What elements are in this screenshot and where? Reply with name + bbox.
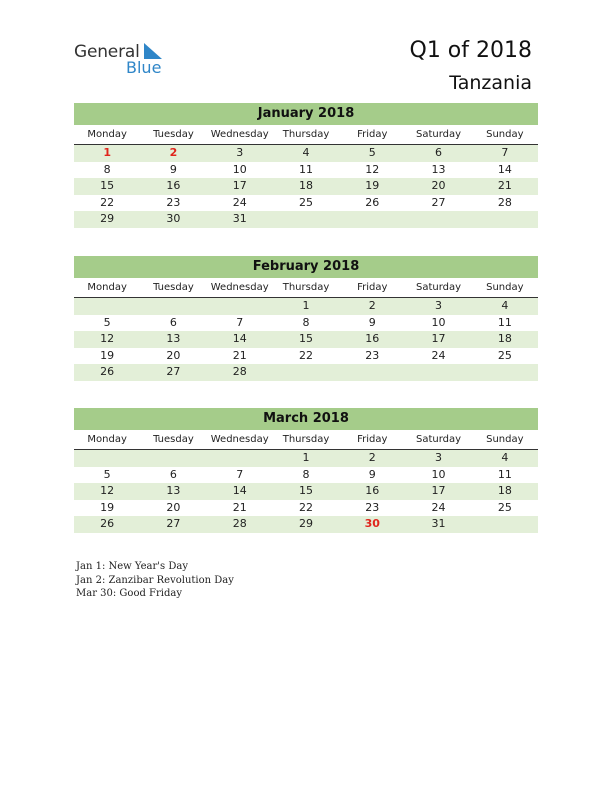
date-cell: 10 bbox=[232, 162, 247, 176]
holiday-date-cell: 30 bbox=[364, 517, 380, 531]
date-cell: 24 bbox=[232, 195, 247, 209]
country-name: Tanzania bbox=[449, 72, 532, 94]
date-cell bbox=[74, 298, 140, 315]
week-row bbox=[74, 483, 538, 500]
date-cell: 17 bbox=[431, 484, 446, 498]
date-cell: 23 bbox=[166, 195, 181, 209]
logo-text-general: General bbox=[74, 42, 140, 62]
date-cell bbox=[339, 364, 405, 381]
date-cell: 14 bbox=[232, 484, 247, 498]
date-cell: 17 bbox=[232, 179, 247, 193]
week-row bbox=[74, 315, 538, 332]
date-cell: 25 bbox=[497, 500, 512, 514]
weekday-label: Monday bbox=[87, 282, 127, 293]
weekday-label: Thursday bbox=[282, 129, 330, 140]
date-cell: 12 bbox=[365, 162, 380, 176]
weekday-label: Tuesday bbox=[153, 434, 194, 445]
holiday-date-cell: 2 bbox=[169, 146, 178, 159]
date-cell: 14 bbox=[232, 332, 247, 346]
date-cell: 9 bbox=[169, 162, 177, 176]
month-title: March 2018 bbox=[74, 408, 538, 430]
date-cell: 6 bbox=[169, 467, 177, 481]
date-cell bbox=[405, 364, 471, 381]
date-cell: 22 bbox=[298, 348, 313, 362]
date-cell bbox=[472, 364, 538, 381]
date-cell bbox=[339, 211, 405, 228]
weekday-label: Saturday bbox=[416, 434, 462, 445]
date-cell: 24 bbox=[431, 348, 446, 362]
date-cell: 3 bbox=[435, 299, 443, 312]
holiday-note: Mar 30: Good Friday bbox=[76, 588, 182, 599]
date-cell: 2 bbox=[368, 451, 376, 464]
weekday-label: Saturday bbox=[416, 129, 462, 140]
weekday-label: Monday bbox=[87, 434, 127, 445]
week-row bbox=[74, 162, 538, 179]
date-cell: 30 bbox=[166, 212, 181, 226]
date-cell: 22 bbox=[298, 500, 313, 514]
week-row bbox=[74, 211, 538, 228]
week-row bbox=[74, 467, 538, 484]
date-cell: 14 bbox=[497, 162, 512, 176]
brand-logo bbox=[74, 40, 184, 80]
week-row bbox=[74, 178, 538, 195]
month-calendar bbox=[74, 103, 538, 228]
month-calendar bbox=[74, 256, 538, 381]
date-cell bbox=[472, 516, 538, 533]
month-calendar bbox=[74, 408, 538, 533]
date-cell: 18 bbox=[497, 332, 512, 346]
date-cell: 16 bbox=[365, 484, 380, 498]
weekday-label: Friday bbox=[357, 282, 388, 293]
date-cell: 26 bbox=[100, 517, 115, 531]
weekday-label: Thursday bbox=[282, 434, 330, 445]
date-cell: 9 bbox=[368, 315, 376, 329]
date-cell bbox=[273, 211, 339, 228]
date-cell bbox=[207, 298, 273, 315]
date-cell: 25 bbox=[497, 348, 512, 362]
date-cell: 13 bbox=[166, 332, 181, 346]
weekday-label: Saturday bbox=[416, 282, 462, 293]
date-cell: 16 bbox=[365, 332, 380, 346]
date-cell bbox=[74, 450, 140, 467]
date-cell: 21 bbox=[232, 348, 247, 362]
month-title: January 2018 bbox=[74, 103, 538, 125]
page-title: Q1 of 2018 bbox=[409, 38, 532, 63]
date-cell: 20 bbox=[431, 179, 446, 193]
date-cell: 6 bbox=[169, 315, 177, 329]
date-cell: 26 bbox=[100, 365, 115, 379]
month-title: February 2018 bbox=[74, 256, 538, 278]
date-cell: 13 bbox=[431, 162, 446, 176]
date-cell: 3 bbox=[435, 451, 443, 464]
date-cell: 4 bbox=[302, 146, 310, 159]
weekday-header-row bbox=[74, 125, 538, 145]
date-cell: 5 bbox=[103, 315, 111, 329]
holiday-notes bbox=[76, 560, 234, 601]
date-cell: 28 bbox=[232, 517, 247, 531]
date-cell: 16 bbox=[166, 179, 181, 193]
date-cell bbox=[472, 211, 538, 228]
date-cell: 23 bbox=[365, 348, 380, 362]
date-cell: 29 bbox=[298, 517, 313, 531]
date-cell bbox=[140, 450, 206, 467]
weekday-label: Wednesday bbox=[210, 434, 269, 445]
date-cell: 26 bbox=[365, 195, 380, 209]
date-cell: 8 bbox=[302, 467, 310, 481]
date-cell: 15 bbox=[298, 332, 313, 346]
date-cell: 27 bbox=[166, 517, 181, 531]
date-cell: 19 bbox=[100, 500, 115, 514]
date-cell: 1 bbox=[302, 299, 310, 312]
date-cell: 24 bbox=[431, 500, 446, 514]
date-cell: 7 bbox=[236, 467, 244, 481]
date-cell: 4 bbox=[501, 451, 509, 464]
date-cell: 15 bbox=[298, 484, 313, 498]
week-row bbox=[74, 298, 538, 315]
date-cell: 31 bbox=[431, 517, 446, 531]
date-cell: 27 bbox=[166, 365, 181, 379]
date-cell: 12 bbox=[100, 484, 115, 498]
logo-triangle-icon bbox=[142, 43, 162, 59]
date-cell: 7 bbox=[236, 315, 244, 329]
week-row bbox=[74, 348, 538, 365]
week-row bbox=[74, 516, 538, 533]
weekday-label: Tuesday bbox=[153, 129, 194, 140]
date-cell: 11 bbox=[497, 315, 512, 329]
date-cell: 15 bbox=[100, 179, 115, 193]
date-cell: 11 bbox=[497, 467, 512, 481]
date-cell: 19 bbox=[365, 179, 380, 193]
weekday-label: Friday bbox=[357, 129, 388, 140]
weekday-label: Sunday bbox=[486, 129, 524, 140]
logo-text-blue: Blue bbox=[126, 58, 162, 77]
date-cell: 17 bbox=[431, 332, 446, 346]
holiday-note: Jan 2: Zanzibar Revolution Day bbox=[76, 574, 234, 586]
holiday-note: Jan 1: New Year's Day bbox=[76, 561, 188, 572]
week-row bbox=[74, 500, 538, 517]
date-cell: 9 bbox=[368, 467, 376, 481]
date-cell: 1 bbox=[302, 451, 310, 464]
date-cell: 10 bbox=[431, 467, 446, 481]
weekday-label: Sunday bbox=[486, 434, 524, 445]
weekday-header-row bbox=[74, 430, 538, 450]
date-cell bbox=[207, 450, 273, 467]
date-cell: 5 bbox=[103, 467, 111, 481]
date-cell: 8 bbox=[302, 315, 310, 329]
weekday-label: Tuesday bbox=[153, 282, 194, 293]
date-cell: 25 bbox=[298, 195, 313, 209]
date-cell bbox=[273, 364, 339, 381]
date-cell: 20 bbox=[166, 348, 181, 362]
date-cell: 28 bbox=[497, 195, 512, 209]
date-cell: 21 bbox=[497, 179, 512, 193]
week-row bbox=[74, 195, 538, 212]
date-cell: 5 bbox=[368, 146, 376, 159]
date-cell: 13 bbox=[166, 484, 181, 498]
date-cell: 21 bbox=[232, 500, 247, 514]
date-cell: 27 bbox=[431, 195, 446, 209]
week-row bbox=[74, 145, 538, 162]
date-cell: 4 bbox=[501, 299, 509, 312]
week-row bbox=[74, 331, 538, 348]
date-cell: 11 bbox=[298, 162, 313, 176]
week-row bbox=[74, 364, 538, 381]
weekday-label: Wednesday bbox=[210, 282, 269, 293]
date-cell: 12 bbox=[100, 332, 115, 346]
holiday-date-cell: 1 bbox=[103, 146, 111, 159]
date-cell bbox=[405, 211, 471, 228]
weekday-label: Sunday bbox=[486, 282, 524, 293]
date-cell: 20 bbox=[166, 500, 181, 514]
weekday-label: Thursday bbox=[282, 282, 330, 293]
date-cell: 8 bbox=[103, 162, 111, 176]
date-cell: 31 bbox=[232, 212, 247, 226]
weekday-label: Wednesday bbox=[210, 129, 269, 140]
date-cell: 18 bbox=[298, 179, 313, 193]
date-cell: 23 bbox=[365, 500, 380, 514]
weekday-label: Friday bbox=[357, 434, 388, 445]
date-cell: 29 bbox=[100, 212, 115, 226]
date-cell: 22 bbox=[100, 195, 115, 209]
date-cell: 2 bbox=[368, 299, 376, 312]
date-cell: 6 bbox=[435, 146, 443, 159]
date-cell: 28 bbox=[232, 365, 247, 379]
weekday-header-row bbox=[74, 278, 538, 298]
weekday-label: Monday bbox=[87, 129, 127, 140]
date-cell: 10 bbox=[431, 315, 446, 329]
date-cell: 18 bbox=[497, 484, 512, 498]
week-row bbox=[74, 450, 538, 467]
date-cell: 7 bbox=[501, 146, 509, 159]
date-cell: 3 bbox=[236, 146, 244, 159]
date-cell: 19 bbox=[100, 348, 115, 362]
date-cell bbox=[140, 298, 206, 315]
